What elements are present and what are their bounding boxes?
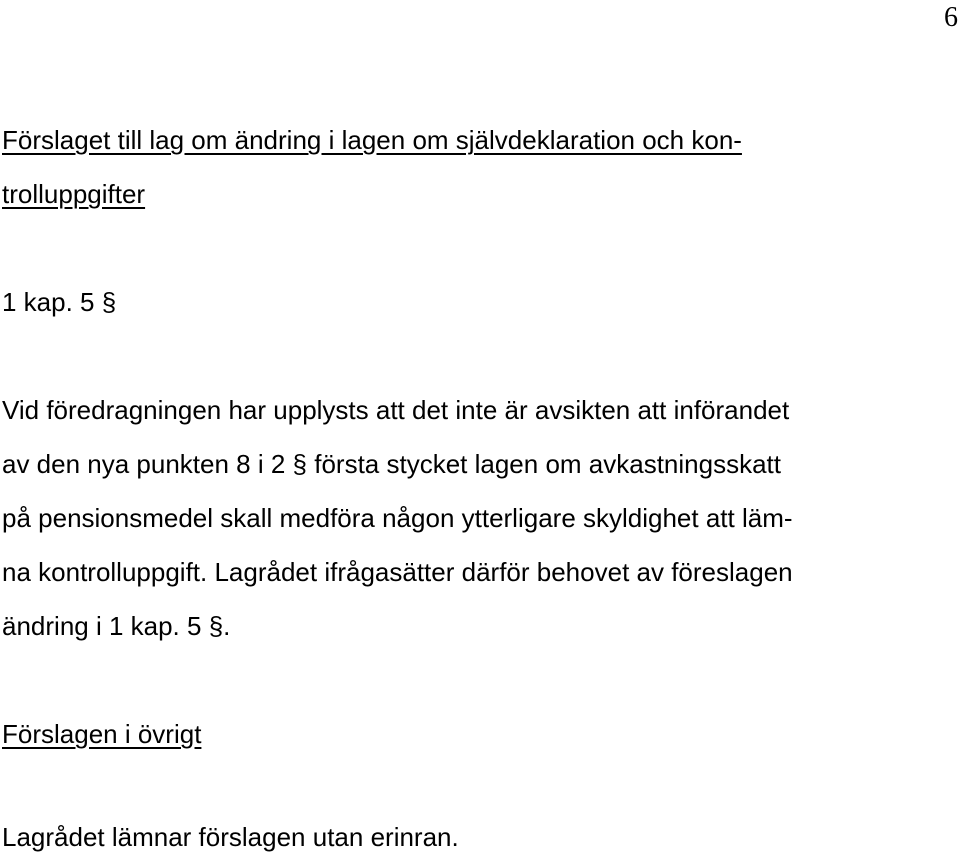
page-heading xyxy=(2,113,742,221)
paragraph-line-4: na kontrolluppgift. Lagrådet ifrågasätter därför behovet av föreslagen xyxy=(2,557,793,587)
paragraph-line-3: på pensionsmedel skall medföra någon ytterligare skyldighet att läm- xyxy=(2,503,793,533)
section-heading: Förslagen i övrigt xyxy=(2,719,202,749)
section-reference: 1 kap. 5 § xyxy=(2,287,117,317)
closing-statement: Lagrådet lämnar förslagen utan erinran. xyxy=(2,822,459,852)
page-heading-line-1: Förslaget till lag om ändring i lagen om självdeklaration och kon- xyxy=(2,125,742,155)
body-paragraph xyxy=(2,383,793,653)
paragraph-line-5: ändring i 1 kap. 5 §. xyxy=(2,611,231,641)
page-heading-line-2: trolluppgifter xyxy=(2,179,146,209)
page-number: 6 xyxy=(944,2,958,33)
paragraph-line-2: av den nya punkten 8 i 2 § första stycket lagen om avkastningsskatt xyxy=(2,449,781,479)
paragraph-line-1: Vid föredragningen har upplysts att det inte är avsikten att införandet xyxy=(2,395,790,425)
